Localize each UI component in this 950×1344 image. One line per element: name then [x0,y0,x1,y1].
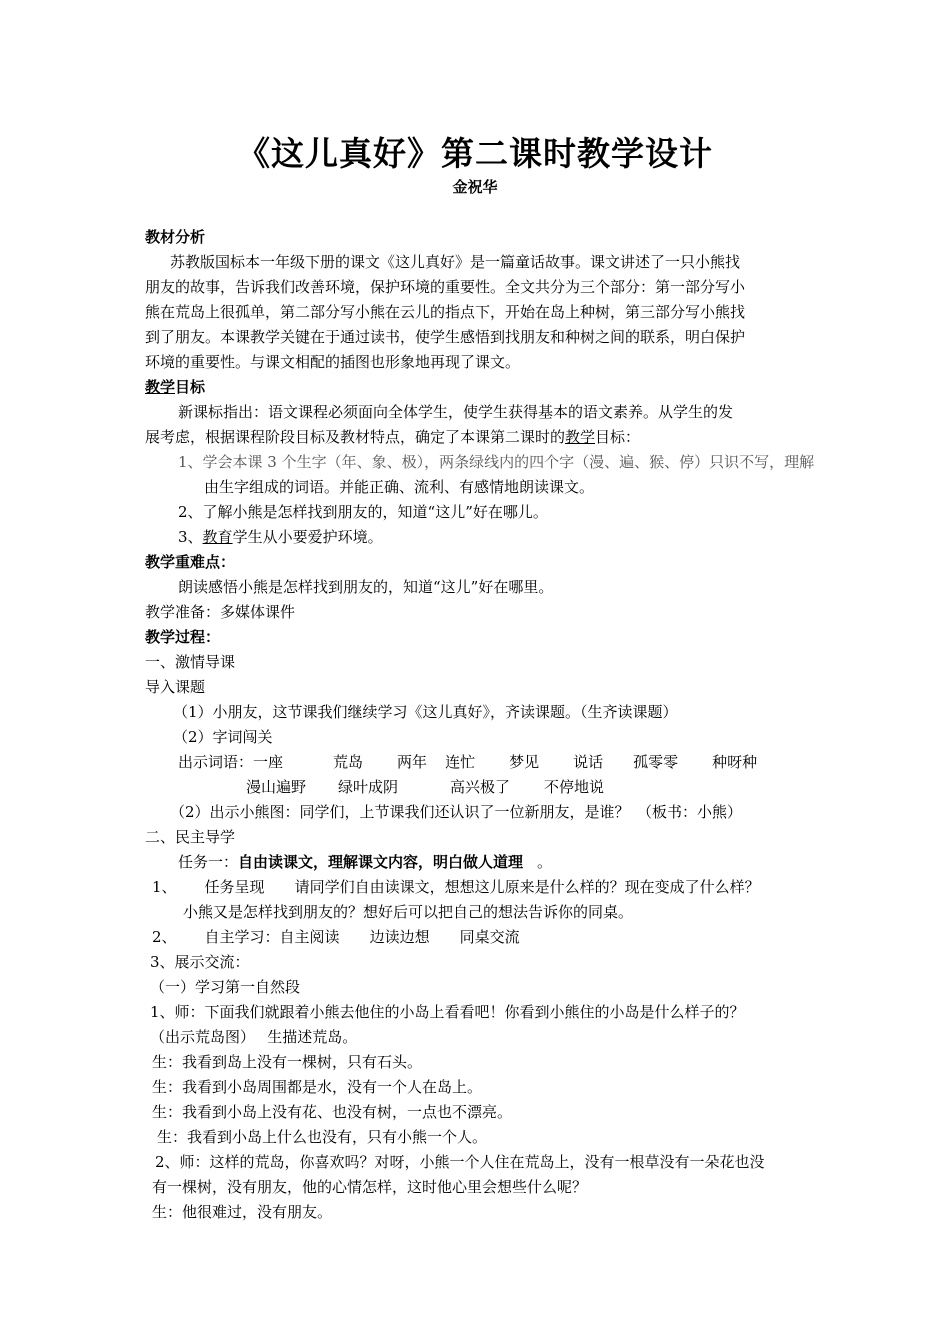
process-step: 一、激情导课 [145,653,236,671]
heading-key-points: 教学重难点： [145,553,236,571]
heading-part: 目标 [175,378,206,396]
heading-teaching-goals [145,377,205,397]
text-run: 任务一： [178,853,239,871]
paragraph-line: 新课标指出：语文课程必须面向全体学生，使学生获得基本的语文素养。从学生的发 [178,403,734,421]
paragraph-line: 有一棵树，没有朋友，他的心情怎样，这时他心里会想些什么呢？ [152,1178,588,1196]
text-run: 展考虑，根据课程阶段目标及教材特点，确定了本课第二课时的 [145,428,566,446]
student-answer: 生：我看到小岛上没有花、也没有树，一点也不漂亮。 [152,1103,513,1121]
word: 梦见 [509,753,540,771]
subsection: （一）学习第一自然段 [150,978,301,996]
task-one [178,852,552,872]
paragraph-line: 熊在荒岛上很孤单，第二部分写小熊在云儿的指点下，开始在岛上种树，第三部分写小熊找 [145,303,746,321]
process-step: （2）出示小熊图：同学们，上节课我们还认识了一位新朋友，是谁？ （板书：小熊） [170,803,743,821]
text-run: 教育 [202,528,233,546]
process-step: 二、民主导学 [145,828,236,846]
word: 荒岛 [333,753,364,771]
step-1-cont: 小熊又是怎样找到朋友的？想好后可以把自己的想法告诉你的同桌。 [183,903,634,921]
word: 孤零零 [633,753,679,771]
word: 说话 [573,753,604,771]
text-run: 自主学习：自主阅读 [204,928,340,946]
paragraph-line: 朗读感悟小熊是怎样找到朋友的，知道“这儿”好在哪里。 [178,578,554,596]
student-answer: 生：我看到小岛上什么也没有，只有小熊一个人。 [157,1128,488,1146]
text-run: 学生从小要爱护环境。 [232,528,383,546]
text-run: 。 [537,853,553,871]
text-run: 任务呈现 [204,878,265,896]
document-title: 《这儿真好》第二课时教学设计 [237,134,713,173]
word: 不停地说 [544,778,605,796]
word: 绿叶成阴 [338,778,399,796]
teaching-prep: 教学准备：多媒体课件 [145,603,296,621]
step-2 [152,927,520,947]
heading-material-analysis: 教材分析 [145,228,206,246]
text-run: 教学 [565,428,596,446]
goal-item-1-cont: 由生字组成的词语。并能正确、流利、有感情地朗读课文。 [204,478,595,496]
word: 两年 [397,753,428,771]
word: 一座 [253,753,284,771]
text-run: 自由读课文，理解课文内容，明白做人道理 [238,853,524,871]
text-run: 目标： [595,428,641,446]
paragraph-line: 到了朋友。本课教学关键在于通过读书，使学生感悟到找朋友和种树之间的联系，明白保护 [145,328,746,346]
goal-item-2: 2、了解小熊是怎样找到朋友的，知道“这儿”好在哪儿。 [178,503,548,521]
word: 高兴极了 [450,778,511,796]
step-number: 1、 [152,878,177,896]
step-1 [152,877,760,897]
student-answer: 生：我看到岛上没有一棵树，只有石头。 [152,1053,423,1071]
paragraph-line: 1、师：下面我们就跟着小熊去他住的小岛上看看吧！你看到小熊住的小岛是什么样子的？ [150,1003,745,1021]
text-run: 请同学们自由读课文，想想这儿原来是什么样的？现在变成了什么样？ [294,878,760,896]
goal-item-1: 1、学会本课 3 个生字（年、象、极），两条绿线内的四个字（漫、遍、猴、停）只识不写，理解 [178,453,815,471]
student-answer: 生：我看到小岛周围都是水，没有一个人在岛上。 [152,1078,483,1096]
text-run: 边读边想 [369,928,430,946]
process-step: （2）字词闯关 [173,728,273,746]
paragraph-line: 苏教版国标本一年级下册的课文《这儿真好》是一篇童话故事。课文讲述了一只小熊找 [170,253,741,271]
heading-part: 教学 [145,378,176,396]
paragraph-line: 朋友的故事，告诉我们改善环境，保护环境的重要性。全文共分为三个部分：第一部分写小 [145,278,746,296]
heading-teaching-process: 教学过程： [145,628,221,646]
word: 漫山遍野 [246,778,307,796]
paragraph-line: 环境的重要性。与课文相配的插图也形象地再现了课文。 [145,353,521,371]
text-run: 同桌交流 [459,928,520,946]
words-row-1 [178,752,757,772]
words-row-2 [246,777,604,797]
process-step: 导入课题 [145,678,206,696]
word: 种呀种 [712,753,758,771]
process-step: （1）小朋友，这节课我们继续学习《这儿真好》，齐读课题。（生齐读课题） [173,703,678,721]
text-run: 3、 [178,528,203,546]
words-label: 出示词语： [178,753,254,771]
student-answer: 生：他很难过，没有朋友。 [152,1203,333,1221]
step-number: 2、 [152,928,177,946]
paragraph-line: 2、师：这样的荒岛，你喜欢吗？对呀，小熊一个人住在荒岛上，没有一根草没有一朵花也没 [155,1153,765,1171]
word: 连忙 [445,753,476,771]
paragraph-line [145,427,640,447]
step-3: 3、展示交流： [150,953,250,971]
author-name: 金祝华 [452,178,498,196]
paragraph-line: （出示荒岛图） 生描述荒岛。 [150,1028,358,1046]
goal-item-3 [178,527,383,547]
